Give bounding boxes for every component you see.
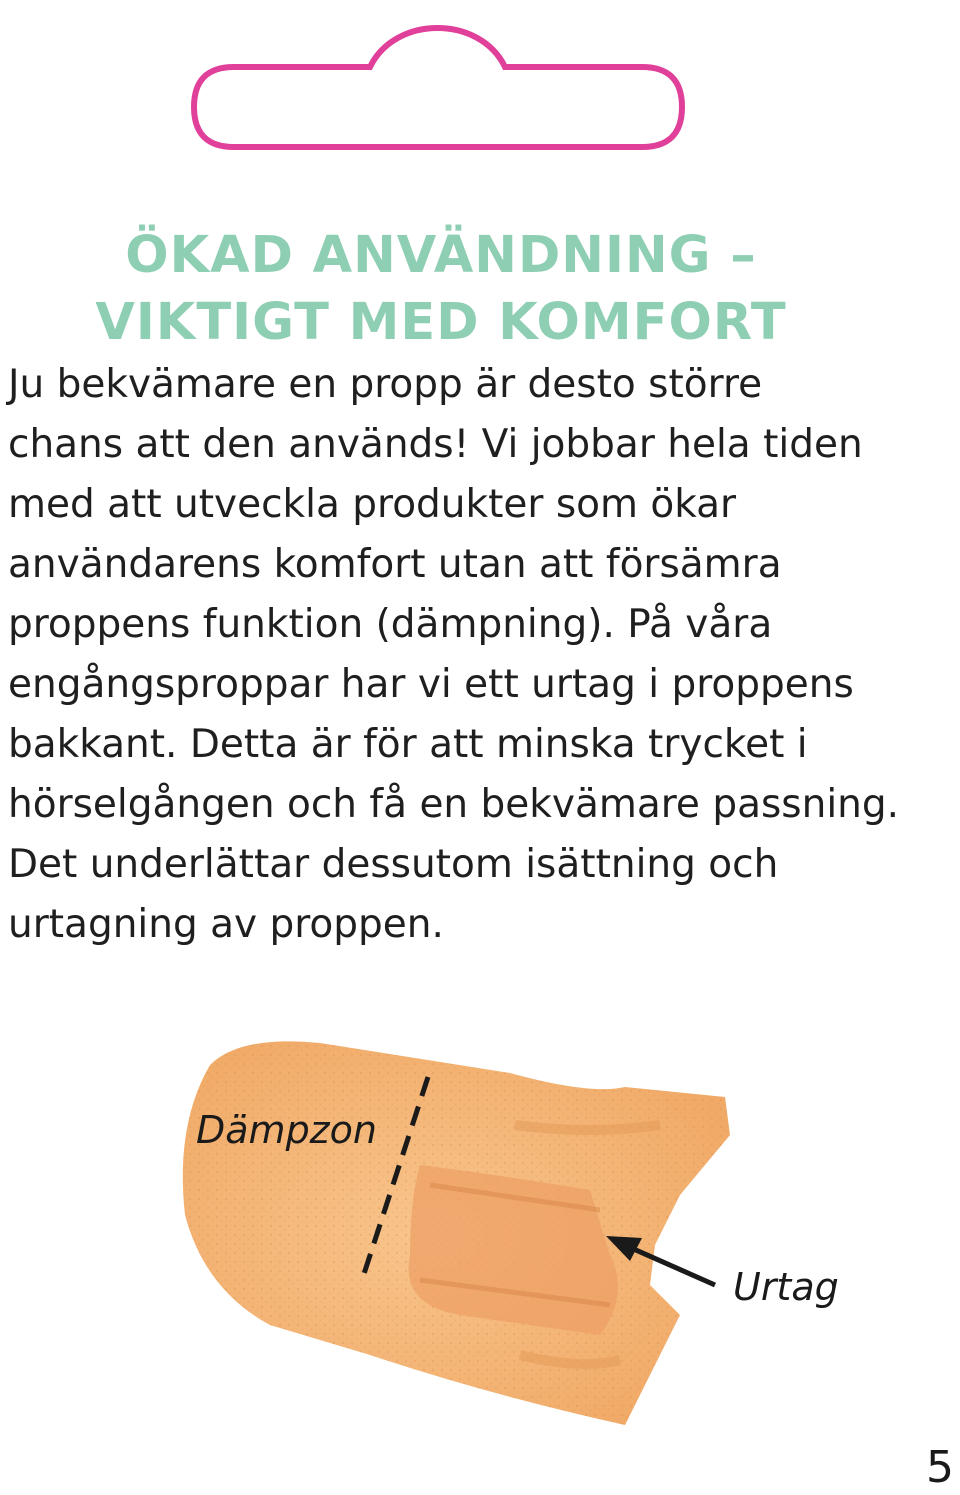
body-line: proppens funktion (dämpning). På våra [8, 602, 773, 647]
section-heading [0, 222, 882, 356]
body-line: hörselgången och få en bekvämare passning. [8, 782, 900, 827]
heading-line-2: VIKTIGT MED KOMFORT [95, 293, 787, 352]
body-line: chans att den används! Vi jobbar hela tiden [8, 422, 863, 467]
page-number: 5 [926, 1442, 954, 1493]
body-line: engångsproppar har vi ett urtag i proppens [8, 662, 854, 707]
heading-line-1: ÖKAD ANVÄNDNING – [125, 226, 757, 285]
body-paragraph [8, 355, 953, 955]
body-line: urtagning av proppen. [8, 902, 444, 947]
damping-zone-label: Dämpzon [196, 1108, 377, 1152]
urtag-label: Urtag [733, 1265, 839, 1309]
body-line: Ju bekvämare en propp är desto större [8, 362, 763, 407]
earplug-illustration [170, 1025, 770, 1445]
hang-tag-outline [190, 5, 690, 155]
body-line: Det underlättar dessutom isättning och [8, 842, 779, 887]
body-line: användarens komfort utan att försämra [8, 542, 782, 587]
recess-cutout [409, 1165, 618, 1335]
body-line: med att utveckla produkter som ökar [8, 482, 737, 527]
body-line: bakkant. Detta är för att minska trycket i [8, 722, 808, 767]
